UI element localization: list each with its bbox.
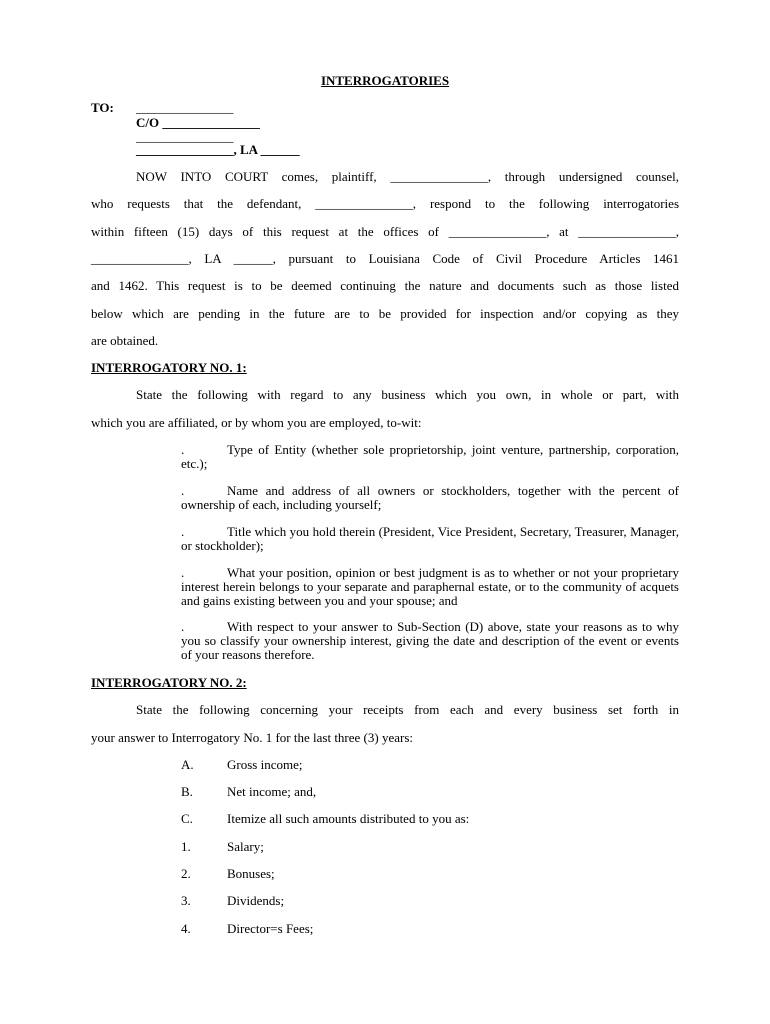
address-line-4: _______________, LA ______ xyxy=(136,142,300,157)
list-label-1: 1. xyxy=(181,839,191,854)
interrogatory-2-heading: INTERROGATORY NO. 2: xyxy=(91,675,247,690)
item-text: With respect to your answer to Sub-Section (D) above, state your reasons as to why you so classify your ownership interest, giving the date and description of the event or events of your reasons therefore. xyxy=(181,619,679,662)
item-text: What your position, opinion or best judgment is as to whether or not your proprietary interest herein belongs to your separate and paraphernal estate, or to the community of acquets and gains existing between you and your spouse; and xyxy=(181,565,679,608)
item-marker: . xyxy=(181,565,185,580)
interrogatory-1-heading: INTERROGATORY NO. 1: xyxy=(91,360,247,375)
item-marker: . xyxy=(181,442,185,457)
item-text: Type of Entity (whether sole proprietorship, joint venture, partnership, corporation, etc.); xyxy=(181,442,679,471)
document-title: INTERROGATORIES xyxy=(320,73,450,88)
interrogatory-1-item-4 xyxy=(181,566,679,608)
interrogatory-2-line-1: State the following concerning your receipts from each and every business set forth in xyxy=(136,702,679,717)
item-text: Name and address of all owners or stockholders, together with the percent of ownership of each, including yourself; xyxy=(181,483,679,512)
list-text-gross-income: Gross income; xyxy=(227,757,303,772)
item-marker: . xyxy=(181,619,185,634)
to-label: TO: xyxy=(91,100,114,115)
address-line-3: _______________ xyxy=(136,129,234,144)
list-label-a: A. xyxy=(181,757,194,772)
list-text-salary: Salary; xyxy=(227,839,264,854)
interrogatory-2-line-2: your answer to Interrogatory No. 1 for the last three (3) years: xyxy=(91,730,413,745)
list-text-itemize: Itemize all such amounts distributed to you as: xyxy=(227,811,470,826)
interrogatory-1-line-2: which you are affiliated, or by whom you are employed, to-wit: xyxy=(91,415,422,430)
list-label-3: 3. xyxy=(181,893,191,908)
list-text-director-fees: Director=s Fees; xyxy=(227,921,314,936)
list-label-c: C. xyxy=(181,811,193,826)
to-blank: _______________ xyxy=(136,100,234,115)
list-label-4: 4. xyxy=(181,921,191,936)
intro-line-4: _______________, LA ______, pursuant to Louisiana Code of Civil Procedure Articles 1461 xyxy=(91,251,679,266)
interrogatory-1-item-5 xyxy=(181,620,679,662)
list-text-net-income: Net income; and, xyxy=(227,784,317,799)
interrogatory-1-line-1: State the following with regard to any business which you own, in whole or part, with xyxy=(136,387,679,402)
item-marker: . xyxy=(181,524,185,539)
intro-line-2: who requests that the defendant, _______________, respond to the following interrogatories xyxy=(91,196,679,211)
intro-line-7: are obtained. xyxy=(91,333,159,348)
item-marker: . xyxy=(181,483,185,498)
intro-line-5: and 1462. This request is to be deemed continuing the nature and documents such as those listed xyxy=(91,278,679,293)
interrogatory-1-item-2 xyxy=(181,484,679,512)
list-text-dividends: Dividends; xyxy=(227,893,285,908)
item-text: Title which you hold therein (President, Vice President, Secretary, Treasurer, Manager, or stockholder); xyxy=(181,524,679,553)
list-label-2: 2. xyxy=(181,866,191,881)
intro-line-6: below which are pending in the future are to be provided for inspection and/or copying as they xyxy=(91,306,679,321)
interrogatory-1-item-3 xyxy=(181,525,679,553)
interrogatory-1-item-1 xyxy=(181,443,679,471)
intro-line-3: within fifteen (15) days of this request at the offices of _______________, at _______________, xyxy=(91,224,679,239)
care-of-line: C/O _______________ xyxy=(136,115,260,130)
list-label-b: B. xyxy=(181,784,193,799)
intro-line-1: NOW INTO COURT comes, plaintiff, _______________, through undersigned counsel, xyxy=(136,169,679,184)
list-text-bonuses: Bonuses; xyxy=(227,866,275,881)
